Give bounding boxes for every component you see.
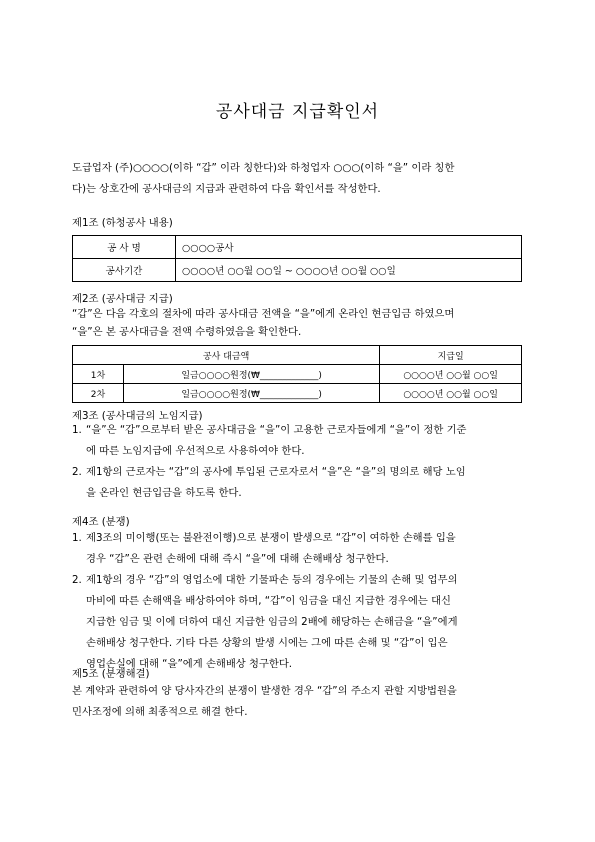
article-2-line: “을”은 본 공사대금을 전액 수령하였음을 확인한다. [72,326,302,338]
article-1-heading: 제1조 (하청공사 내용) [72,217,173,229]
item-line: 을 온라인 현금입금을 하도록 한다. [86,487,242,499]
article-5-line: 민사조정에 의해 최종적으로 해결 한다. [72,706,248,718]
article-2-text [72,304,524,343]
item-number: 1. [72,424,82,436]
table-cell-amount: 일금○○○○원정(₩_____________) [124,365,380,384]
table-row [73,259,522,282]
article-3-heading: 제3조 (공사대금의 노임지급) [72,410,203,422]
table-cell-date: ○○○○년 ○○월 ○○일 [380,365,522,384]
document-title: 공사대금 지급확인서 [215,102,380,122]
project-info-table [72,235,522,282]
article-2-line: “갑”은 다음 각호의 절차에 따라 공사대금 전액을 “을”에게 온라인 현금입금 하였으며 [72,308,455,320]
table-cell-date: ○○○○년 ○○월 ○○일 [380,384,522,403]
table-cell-no: 2차 [73,384,124,403]
payment-table [72,345,522,403]
intro-line: 도급업자 (주)○○○○(이하 “갑” 이라 칭한다)와 하청업자 ○○○(이하 “을” 이라 칭한 [72,162,455,174]
table-cell-no: 1차 [73,365,124,384]
article-5-line: 본 계약과 관련하여 양 당사자간의 분쟁이 발생한 경우 “갑”의 주소지 관할 지방법원을 [72,685,457,697]
item-line: 영업손실에 대해 “을”에게 손해배상 청구한다. [86,658,293,670]
list-item [72,570,524,675]
item-line: 에 따른 노임지급에 우선적으로 사용하여야 한다. [86,445,305,457]
item-line: 경우 “갑”은 관련 손해에 대해 즉시 “을”에 대해 손해배상 청구한다. [86,553,389,565]
intro-line: 다)는 상호간에 공사대금의 지급과 관련하여 다음 확인서를 작성한다. [72,183,381,195]
item-line: 마비에 따른 손해액을 배상하여야 하며, “갑”이 임금을 대신 지급한 경우에는 대신 [86,595,451,607]
table-cell-label: 공사기간 [73,259,176,282]
item-line: 제1항의 경우 “갑”의 영업소에 대한 기물파손 등의 경우에는 기물의 손해 및 업무의 [86,574,458,586]
table-cell-amount: 일금○○○○원정(₩_____________) [124,384,380,403]
item-number: 2. [72,574,82,586]
table-row [73,384,522,403]
item-line: 손해배상 청구한다. 기타 다른 상황의 발생 시에는 그에 따른 손해 및 “갑”이 입은 [86,637,448,649]
table-cell-value: ○○○○년 ○○월 ○○일 ~ ○○○○년 ○○월 ○○일 [176,259,522,282]
table-header-amount: 공사 대금액 [73,346,380,365]
article-5-heading: 제5조 (분쟁해결) [72,668,150,680]
article-4-heading: 제4조 (분쟁) [72,516,130,528]
table-row [73,365,522,384]
item-line: 제3조의 미이행(또는 불완전이행)으로 분쟁이 발생으로 “갑”이 여하한 손해를 입을 [86,532,456,544]
item-line: 제1항의 근로자는 “갑”의 공사에 투입된 근로자로서 “을”은 “을”의 명의로 해당 노임 [86,466,466,478]
item-line: “을”은 “갑”으로부터 받은 공사대금을 “을”이 고용한 근로자들에게 “을”이 정한 기준 [86,424,467,436]
table-cell-value: ○○○○공사 [176,236,522,259]
item-number: 1. [72,532,82,544]
list-item [72,420,524,462]
list-item [72,462,524,504]
intro-paragraph [72,158,524,200]
article-2-heading: 제2조 (공사대금 지급) [72,293,173,305]
item-line: 지급한 임금 및 이에 더하여 대신 지급한 임금의 2배에 해당하는 손해금을 “을”에게 [86,616,458,628]
table-cell-label: 공 사 명 [73,236,176,259]
list-item [72,528,524,570]
table-row [73,236,522,259]
table-header-row [73,346,522,365]
table-header-date: 지급일 [380,346,522,365]
article-5-text [72,681,524,723]
item-number: 2. [72,466,82,478]
